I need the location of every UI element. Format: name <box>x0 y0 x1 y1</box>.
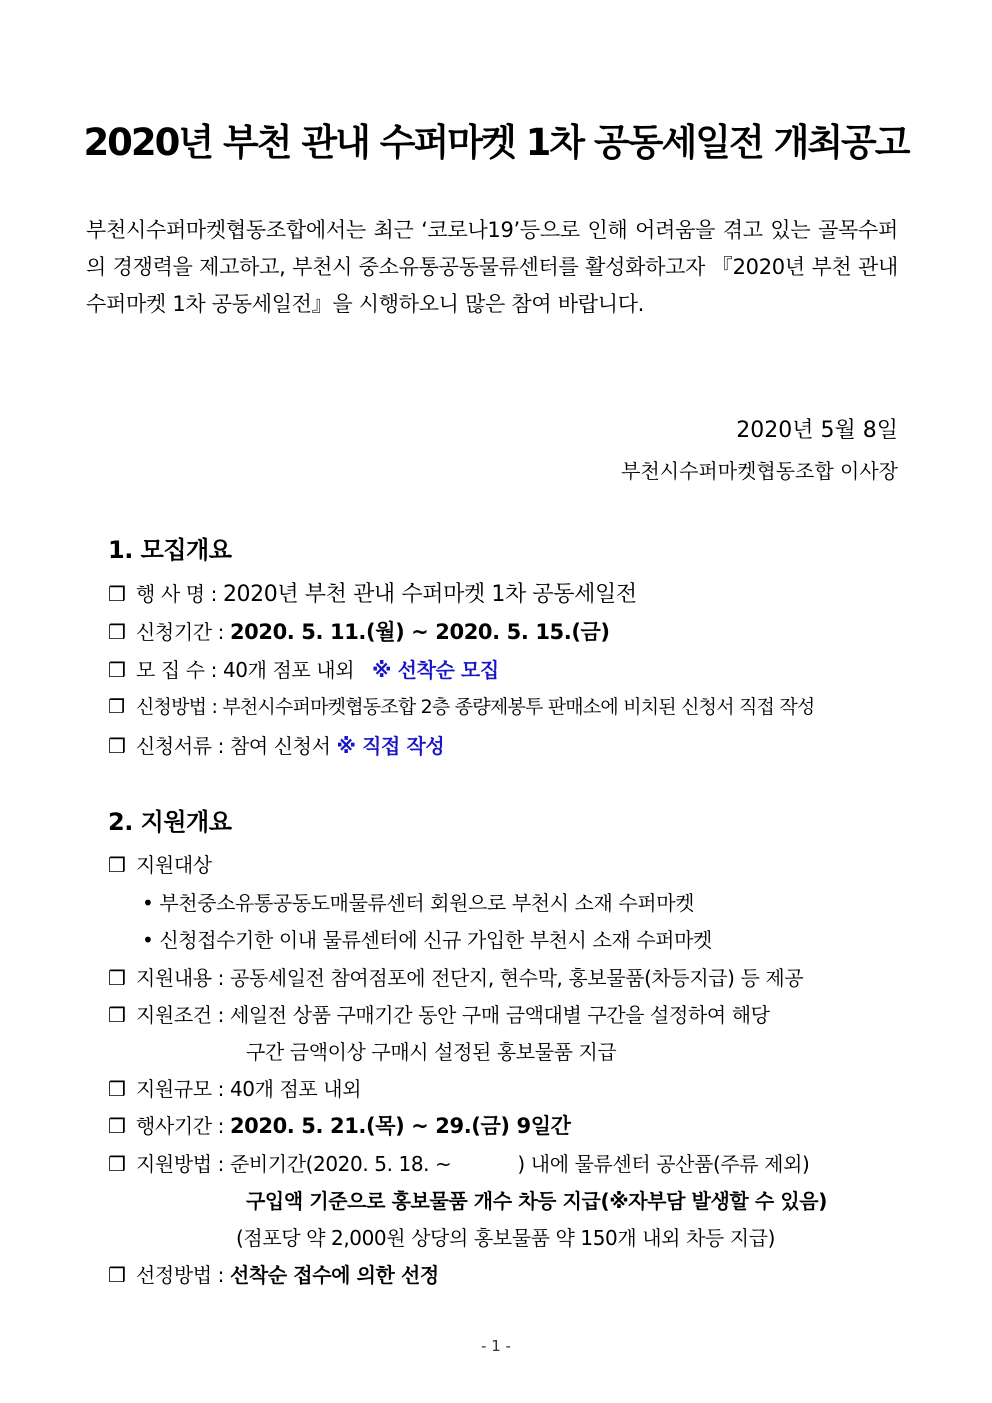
item-text: 신청접수기한 이내 물류센터에 신규 가입한 부천시 소재 수퍼마켓 <box>159 928 712 952</box>
checkbox-bullet-icon: ❒ <box>108 966 126 990</box>
row-label: 신청방법 : <box>136 696 218 718</box>
row-value: 부천시수퍼마켓협동조합 2층 종량제봉투 판매소에 비치된 신청서 직접 작성 <box>222 696 815 718</box>
documents-row <box>108 730 444 759</box>
support-condition-row <box>108 999 770 1028</box>
application-method-row <box>108 692 814 719</box>
checkbox-bullet-icon: ❒ <box>108 658 126 682</box>
row-label: 지원규모 : <box>136 1077 224 1101</box>
selection-method-row <box>108 1259 439 1288</box>
intro-paragraph: 부천시수퍼마켓협동조합에서는 최근 ‘코로나19’등으로 인해 어려움을 겪고 있는 골목수퍼의 경쟁력을 제고하고, 부천시 중소유통공동물류센터를 활성화하고자 『2020년 부천 관내 수퍼마켓 1차 공동세일전』을 시행하오니 많은 참여 바랍니다. <box>86 218 898 316</box>
row-label: 지원내용 : <box>136 966 224 990</box>
section-2-heading: 2. 지원개요 <box>108 808 232 836</box>
row-value-cont: ) 내에 물류센터 공산품(주류 제외) <box>517 1152 810 1176</box>
checkbox-bullet-icon: ❒ <box>108 853 126 877</box>
row-value: 2020. 5. 11.(월) ~ 2020. 5. 15.(금) <box>229 620 610 644</box>
checkbox-bullet-icon: ❒ <box>108 734 126 758</box>
row-note: ※ 직접 작성 <box>336 734 445 758</box>
checkbox-bullet-icon: ❒ <box>108 1114 126 1138</box>
row-note: ※ 선착순 모집 <box>372 658 499 682</box>
event-name-row <box>108 577 637 608</box>
row-value: 2020. 5. 21.(목) ~ 29.(금) 9일간 <box>229 1114 571 1138</box>
row-value: 2020년 부천 관내 수퍼마켓 1차 공동세일전 <box>222 582 637 607</box>
row-label: 지원대상 <box>136 853 212 877</box>
support-method-line3: (점포당 약 2,000원 상당의 홍보물품 약 150개 내외 차등 지급) <box>236 1226 776 1250</box>
support-target-item <box>142 924 712 953</box>
row-label: 선정방법 : <box>136 1263 224 1287</box>
support-target-row <box>108 849 212 878</box>
support-target-item <box>142 887 694 916</box>
issuer: 부천시수퍼마켓협동조합 이사장 <box>621 459 898 483</box>
row-label: 행사기간 : <box>136 1114 224 1138</box>
checkbox-bullet-icon: ❒ <box>108 696 125 718</box>
support-method-row <box>108 1148 809 1177</box>
checkbox-bullet-icon: ❒ <box>108 620 126 644</box>
row-value: 공동세일전 참여점포에 전단지, 현수막, 홍보물품(차등지급) 등 제공 <box>229 966 804 990</box>
row-label: 신청기간 : <box>136 620 224 644</box>
row-value: 40개 점포 내외 <box>222 658 355 682</box>
checkbox-bullet-icon: ❒ <box>108 1263 126 1287</box>
row-value: 선착순 접수에 의한 선정 <box>229 1263 439 1287</box>
support-content-row <box>108 962 803 991</box>
checkbox-bullet-icon: ❒ <box>108 1077 126 1101</box>
row-value: 참여 신청서 <box>229 734 331 758</box>
row-label: 모 집 수 : <box>136 658 217 682</box>
checkbox-bullet-icon: ❒ <box>108 1152 126 1176</box>
checkbox-bullet-icon: ❒ <box>108 582 126 606</box>
notice-date: 2020년 5월 8일 <box>736 418 898 443</box>
support-method-line2: 구입액 기준으로 홍보물품 개수 차등 지급(※자부담 발생할 수 있음) <box>246 1189 827 1213</box>
dot-bullet-icon: • <box>142 891 154 915</box>
row-value: 준비기간(2020. 5. 18. ~ <box>229 1152 452 1176</box>
page-title: 2020년 부천 관내 수퍼마켓 1차 공동세일전 개최공고 <box>83 121 909 164</box>
row-label: 행 사 명 : <box>136 582 217 606</box>
recruit-count-row <box>108 654 499 683</box>
dot-bullet-icon: • <box>142 928 154 952</box>
row-value: 40개 점포 내외 <box>229 1077 362 1101</box>
checkbox-bullet-icon: ❒ <box>108 1003 126 1027</box>
page-number: - 1 - <box>481 1337 511 1355</box>
support-scale-row <box>108 1073 361 1102</box>
event-period-row <box>108 1110 570 1140</box>
application-period-row <box>108 616 610 646</box>
row-label: 지원조건 : <box>136 1003 224 1027</box>
section-1-heading: 1. 모집개요 <box>108 536 232 564</box>
support-condition-line2: 구간 금액이상 구매시 설정된 홍보물품 지급 <box>246 1040 617 1064</box>
row-label: 신청서류 : <box>136 734 224 758</box>
row-value: 세일전 상품 구매기간 동안 구매 금액대별 구간을 설정하여 해당 <box>229 1003 770 1027</box>
row-label: 지원방법 : <box>136 1152 224 1176</box>
item-text: 부천중소유통공동도매물류센터 회원으로 부천시 소재 수퍼마켓 <box>159 891 695 915</box>
